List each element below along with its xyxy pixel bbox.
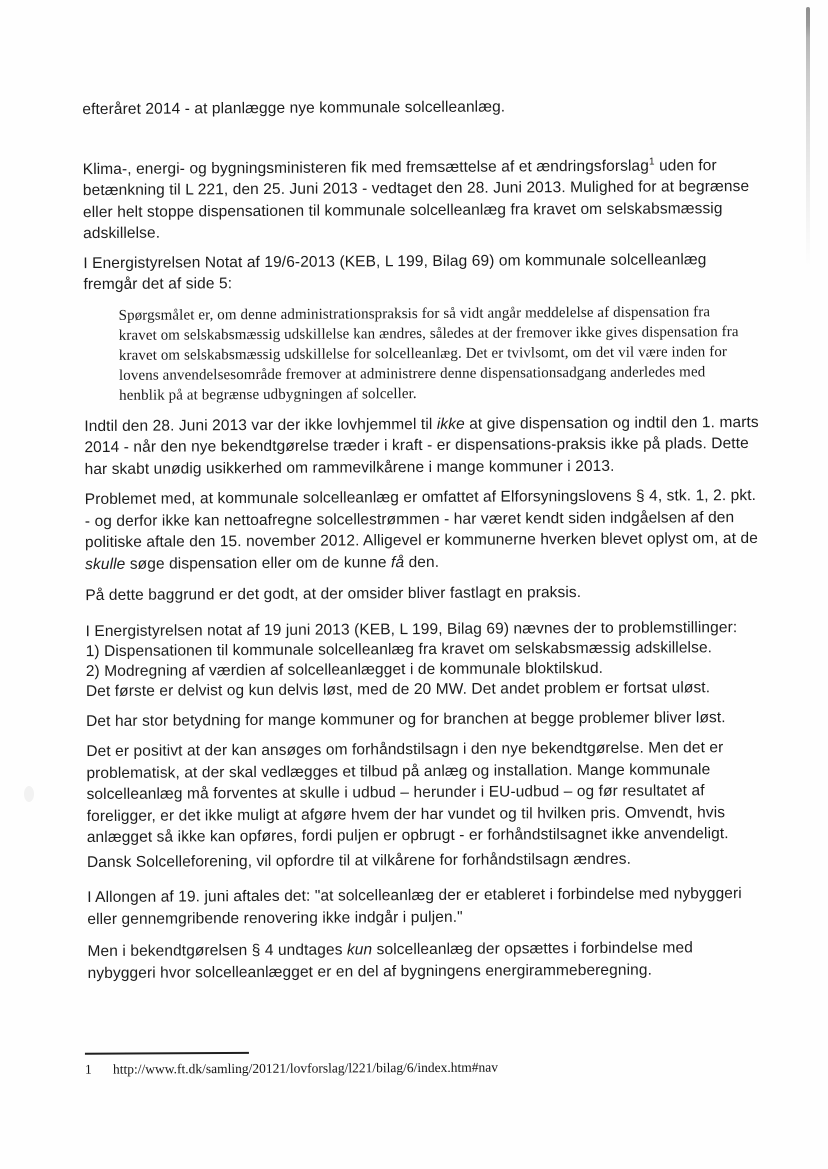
page-text bbox=[82, 95, 763, 984]
problemstillinger-intro: I Energistyrelsen notat af 19 juni 2013 (KEB, L 199, Bilag 69) nævnes der to problemstillinger: bbox=[85, 618, 738, 640]
problemstilling-item-2: 2) Modregning af værdien af solcelleanlægget i de kommunale bloktilskud. bbox=[85, 659, 604, 680]
allonge-paragraph: I Allongen af 19. juni aftales det: "at solcelleanlæg der er etableret i forbindelse med nybyggeri eller gennemgribende renovering ikke indgår i puljen." bbox=[87, 885, 742, 928]
footnote bbox=[85, 1049, 761, 1078]
emphasis-ikke: ikke bbox=[436, 415, 465, 433]
footnote-url: http://www.ft.dk/samling/20121/lovforslag/l221/bilag/6/index.htm#nav bbox=[112, 1059, 499, 1077]
emphasis-faa: få bbox=[390, 553, 405, 571]
minister-paragraph-text-cont: uden for betænkning til L 221, den 25. Juni 2013 - vedtaget den 28. Juni 2013. Mulighed for at begrænse eller helt stoppe dispensationen til kommunale solcelleanlæg fra kravet om selskabsmæssig adskillelse. bbox=[82, 156, 750, 243]
bekendtgorelse-text-cont: solcelleanlæg der opsættes i forbindelse med nybyggeri hvor solcelleanlægget er en del af bygningens energirammeberegning. bbox=[87, 939, 693, 982]
minister-paragraph-text: Klima-, energi- og bygningsministeren fik med fremsættelse af et ændringsforslag bbox=[82, 157, 650, 178]
problemet-text: Problemet med, at kommunale solcelleanlæg er omfattet af Elforsyningslovens § 4, stk. 1, 2. pkt. - og derfor ikke kan nettoafregne solcellestrømmen - har været kendt siden indgåelsen af den politiske aftale den 15. november 2012. Alligevel er kommunerne hverken blevet oplyst om, at de bbox=[84, 486, 758, 552]
footnote-separator bbox=[85, 1052, 249, 1055]
problemet-text-mid: søge dispensation eller om de kunne bbox=[125, 553, 392, 573]
indtil-text-cont: at give dispensation og indtil den 1. marts 2014 - når den nye bekendtgørelse træder i kraft - er dispensations-praksis ikke på plads. Dette har skabt unødig usikkerhed om rammevilkårene i mange kommuner i 2013. bbox=[84, 413, 759, 478]
problemet-paragraph bbox=[85, 485, 762, 575]
scan-artifact-smudge bbox=[24, 786, 34, 802]
solcelleforening-paragraph: Dansk Solcelleforening, vil opfordre til at vilkårene for forhåndstilsagn ændres. bbox=[86, 850, 632, 871]
footnote-marker: 1 bbox=[84, 1061, 92, 1077]
baggrund-paragraph: På dette baggrund er det godt, at der omsider bliver fastlagt en praksis. bbox=[85, 584, 582, 605]
energistyrelsen-notat-paragraph: I Energistyrelsen Notat af 19/6-2013 (KEB, L 199, Bilag 69) om kommunale solcelleanlæg fremgår det af side 5: bbox=[83, 250, 707, 294]
indtil-text: Indtil den 28. Juni 2013 var der ikke lovhjemmel til bbox=[84, 415, 437, 435]
emphasis-kun: kun bbox=[346, 941, 373, 959]
indtil-paragraph bbox=[84, 411, 760, 480]
emphasis-skulle: skulle bbox=[85, 555, 126, 573]
notat-blockquote: Spørgsmålet er, om denne administrationspraksis for så vidt angår meddelelse af dispensation fra kravet om selskabsmæssig udskillelse kan ændres, således at der fremover ikke gives dispensation fra kravet om selskabsmæssig udskillelse for solcelleanlæg. Det er tvivlsomt, om det vil være inden for lovens anvendelsesområde fremover at administrere denne dispensationsadgang anderledes med henblik på at begrænse udbygningen af solceller. bbox=[118, 303, 739, 404]
bekendtgorelse-text: Men i bekendtgørelsen § 4 undtages bbox=[87, 941, 347, 961]
forhandstilsagn-paragraph: Det er positivt at der kan ansøges om forhåndstilsagn i den nye bekendtgørelse. Men det er problematisk, at der skal vedlægges et tilbud på anlæg og installation. Mange kommunale solcelleanlæg må forventes at skulle i udbud – herunder i EU-udbud – og før resultatet af foreligger, er det ikke muligt at afgøre hvem der har vundet og til hvilken pris. Omvendt, hvis anlægget så ikke kan opføres, fordi puljen er opbrugt - er forhåndstilsagnet ikke anvendeligt. bbox=[86, 739, 729, 847]
problemstillinger-outro: Det første er delvist og kun delvis løst, med de 20 MW. Det andet problem er fortsat uløst. bbox=[85, 678, 711, 700]
footnote-ref-1: 1 bbox=[648, 155, 655, 167]
minister-paragraph bbox=[83, 154, 760, 244]
problemstillinger-paragraph bbox=[85, 617, 761, 701]
bekendtgorelse-paragraph bbox=[87, 937, 763, 984]
intro-continuation-line: efteråret 2014 - at planlægge nye kommunale solcelleanlæg. bbox=[82, 98, 506, 119]
betydning-paragraph: Det har stor betydning for mange kommuner og for branchen at begge problemer bliver løst. bbox=[86, 708, 726, 730]
problemet-text-end: den. bbox=[404, 553, 440, 571]
scan-artifact-line bbox=[806, 7, 810, 267]
problemstilling-item-1: 1) Dispensationen til kommunale solcelleanlæg fra kravet om selskabsmæssig adskillelse. bbox=[85, 638, 713, 660]
